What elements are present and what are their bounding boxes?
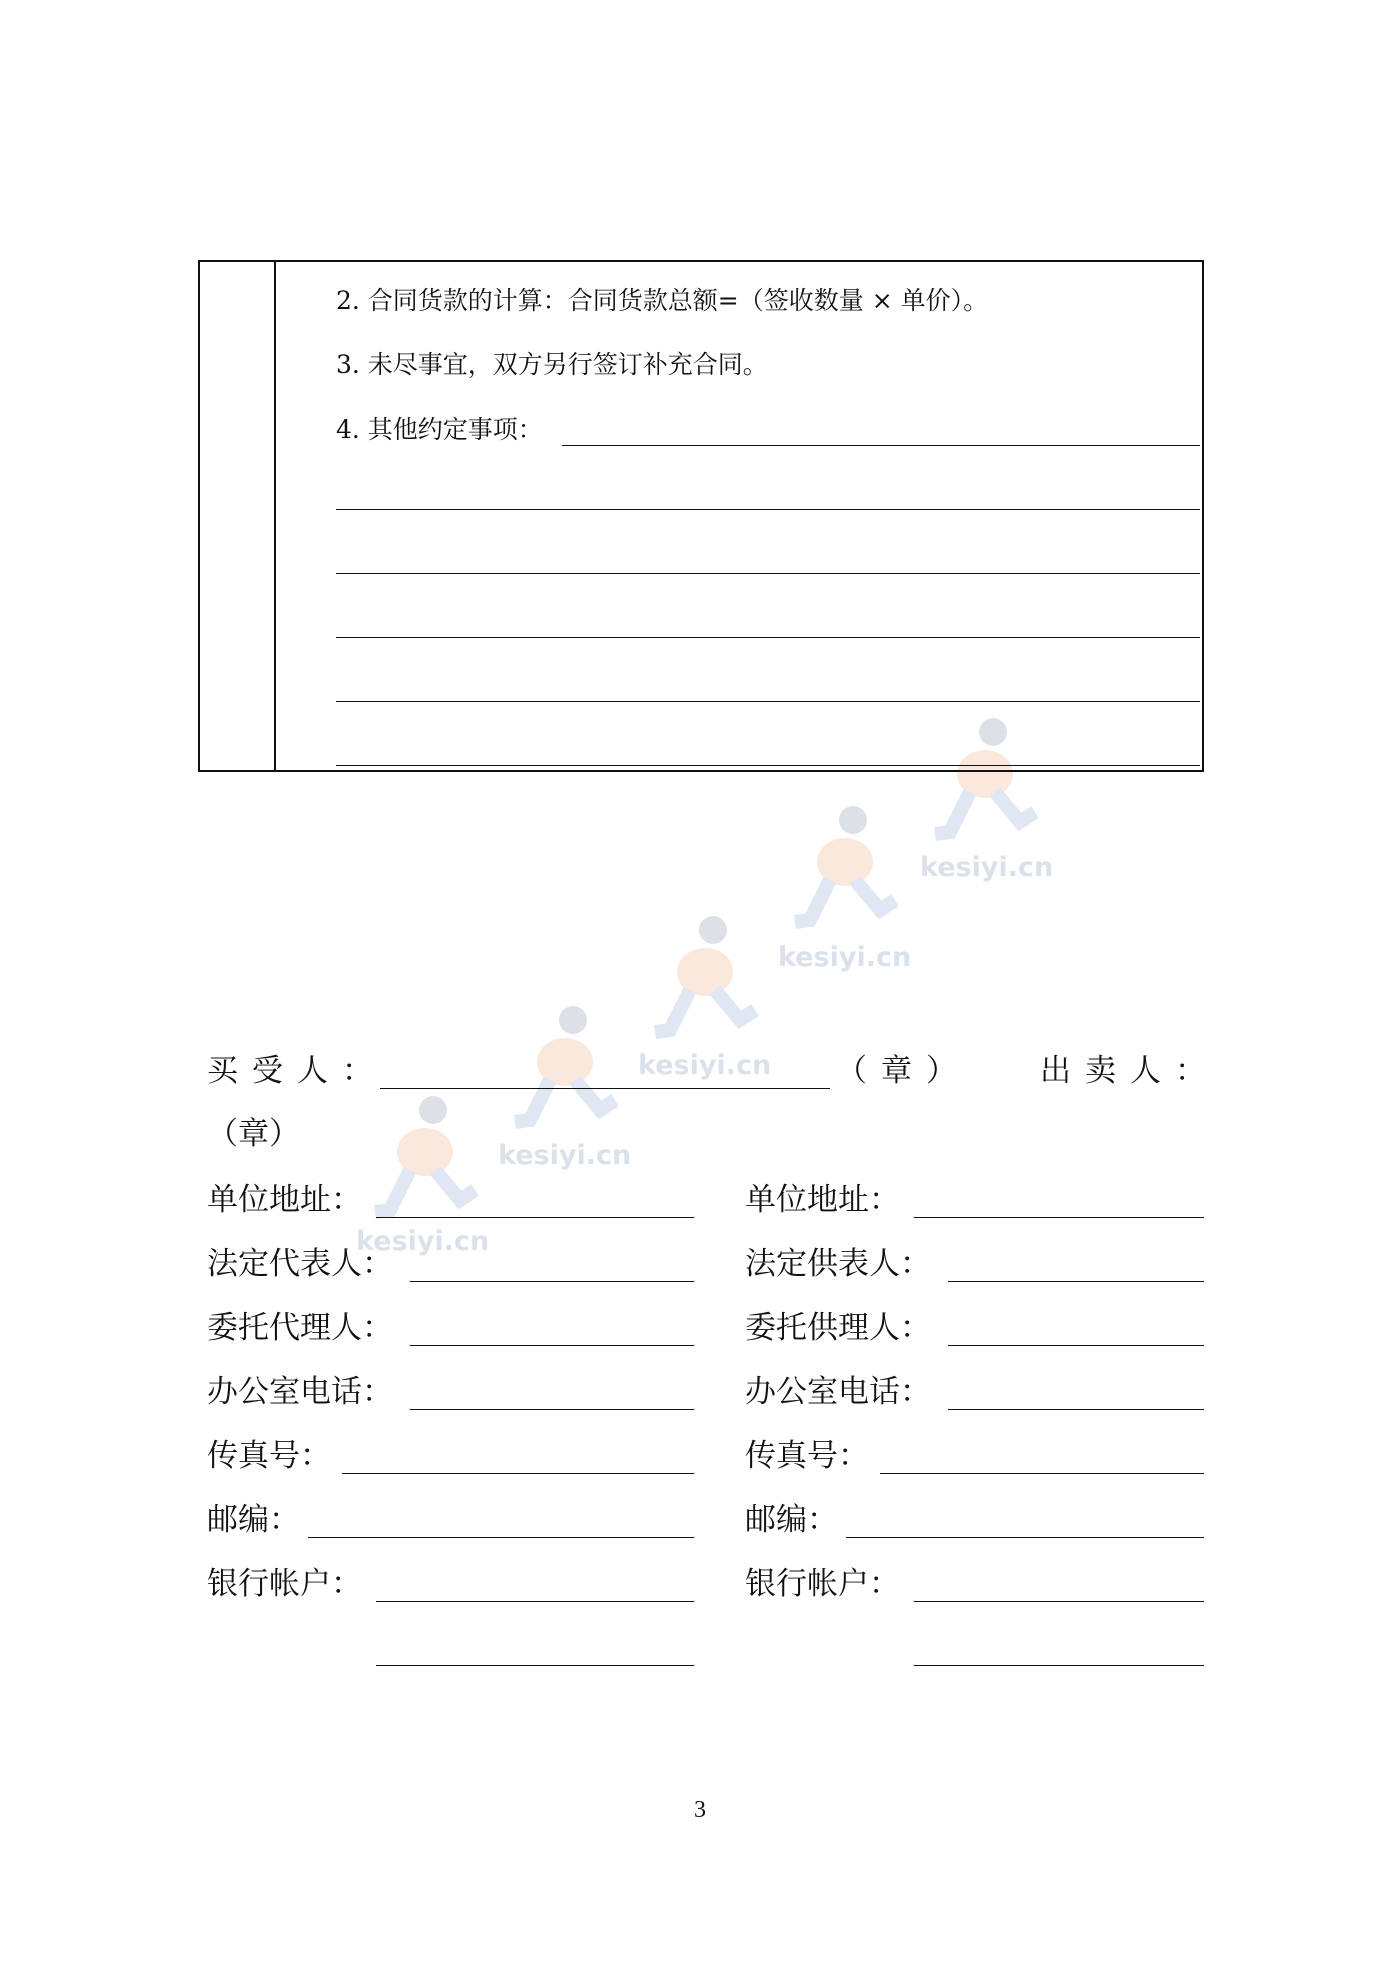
seller-bank-blank[interactable] xyxy=(914,1601,1204,1602)
seller-field-postcode: 邮编： xyxy=(745,1502,838,1538)
buyer-phone-blank[interactable] xyxy=(410,1409,694,1410)
buyer-field-fax: 传真号： xyxy=(207,1438,331,1474)
watermark-runner-icon xyxy=(645,910,765,1060)
other-terms-blank[interactable] xyxy=(562,445,1200,446)
buyer-name-blank[interactable] xyxy=(380,1088,830,1089)
buyer-legal-rep-blank[interactable] xyxy=(410,1281,694,1282)
buyer-field-phone: 办公室电话： xyxy=(207,1374,393,1410)
clause-2: 2. 合同货款的计算：合同货款总额=（签收数量 × 单价）。 xyxy=(336,286,989,315)
buyer-bank-blank-2[interactable] xyxy=(376,1665,694,1666)
seller-postcode-blank[interactable] xyxy=(846,1537,1204,1538)
buyer-label: 买受人： xyxy=(207,1053,387,1089)
other-terms-line[interactable] xyxy=(336,765,1200,766)
buyer-seal: （章） xyxy=(836,1053,971,1089)
watermark-text: kesiyi.cn xyxy=(638,1050,772,1081)
watermark-runner-icon xyxy=(505,1000,625,1150)
buyer-address-blank[interactable] xyxy=(376,1217,694,1218)
buyer-field-agent: 委托代理人： xyxy=(207,1310,393,1346)
watermark-runner-icon xyxy=(785,800,905,950)
buyer-field-bank: 银行帐户： xyxy=(207,1566,362,1602)
other-terms-line[interactable] xyxy=(336,509,1200,510)
clause-4: 4. 其他约定事项： xyxy=(336,415,543,444)
seller-field-bank: 银行帐户： xyxy=(745,1566,900,1602)
seller-seal: （章） xyxy=(207,1116,300,1152)
other-terms-line[interactable] xyxy=(336,573,1200,574)
page-number: 3 xyxy=(694,1797,706,1823)
watermark-text: kesiyi.cn xyxy=(920,852,1054,883)
seller-agent-blank[interactable] xyxy=(948,1345,1204,1346)
watermark-text: kesiyi.cn xyxy=(498,1140,632,1171)
seller-label: 出卖人： xyxy=(1040,1053,1220,1089)
buyer-postcode-blank[interactable] xyxy=(308,1537,694,1538)
clause-3: 3. 未尽事宜，双方另行签订补充合同。 xyxy=(336,350,768,379)
other-terms-line[interactable] xyxy=(336,701,1200,702)
buyer-fax-blank[interactable] xyxy=(342,1473,694,1474)
other-terms-line[interactable] xyxy=(336,637,1200,638)
seller-address-blank[interactable] xyxy=(914,1217,1204,1218)
buyer-field-legal-rep: 法定代表人： xyxy=(207,1246,393,1282)
seller-legal-rep-blank[interactable] xyxy=(948,1281,1204,1282)
buyer-bank-blank[interactable] xyxy=(376,1601,694,1602)
buyer-agent-blank[interactable] xyxy=(410,1345,694,1346)
buyer-field-postcode: 邮编： xyxy=(207,1502,300,1538)
column-divider xyxy=(274,262,276,770)
clause-box xyxy=(198,260,1204,772)
seller-bank-blank-2[interactable] xyxy=(914,1665,1204,1666)
seller-field-fax: 传真号： xyxy=(745,1438,869,1474)
watermark-text: kesiyi.cn xyxy=(778,942,912,973)
buyer-field-address: 单位地址： xyxy=(207,1182,362,1218)
seller-phone-blank[interactable] xyxy=(948,1409,1204,1410)
seller-field-legal-rep: 法定供表人： xyxy=(745,1246,931,1282)
watermark-text: kesiyi.cn xyxy=(356,1226,490,1257)
seller-field-address: 单位地址： xyxy=(745,1182,900,1218)
seller-field-agent: 委托供理人： xyxy=(745,1310,931,1346)
seller-field-phone: 办公室电话： xyxy=(745,1374,931,1410)
seller-fax-blank[interactable] xyxy=(880,1473,1204,1474)
